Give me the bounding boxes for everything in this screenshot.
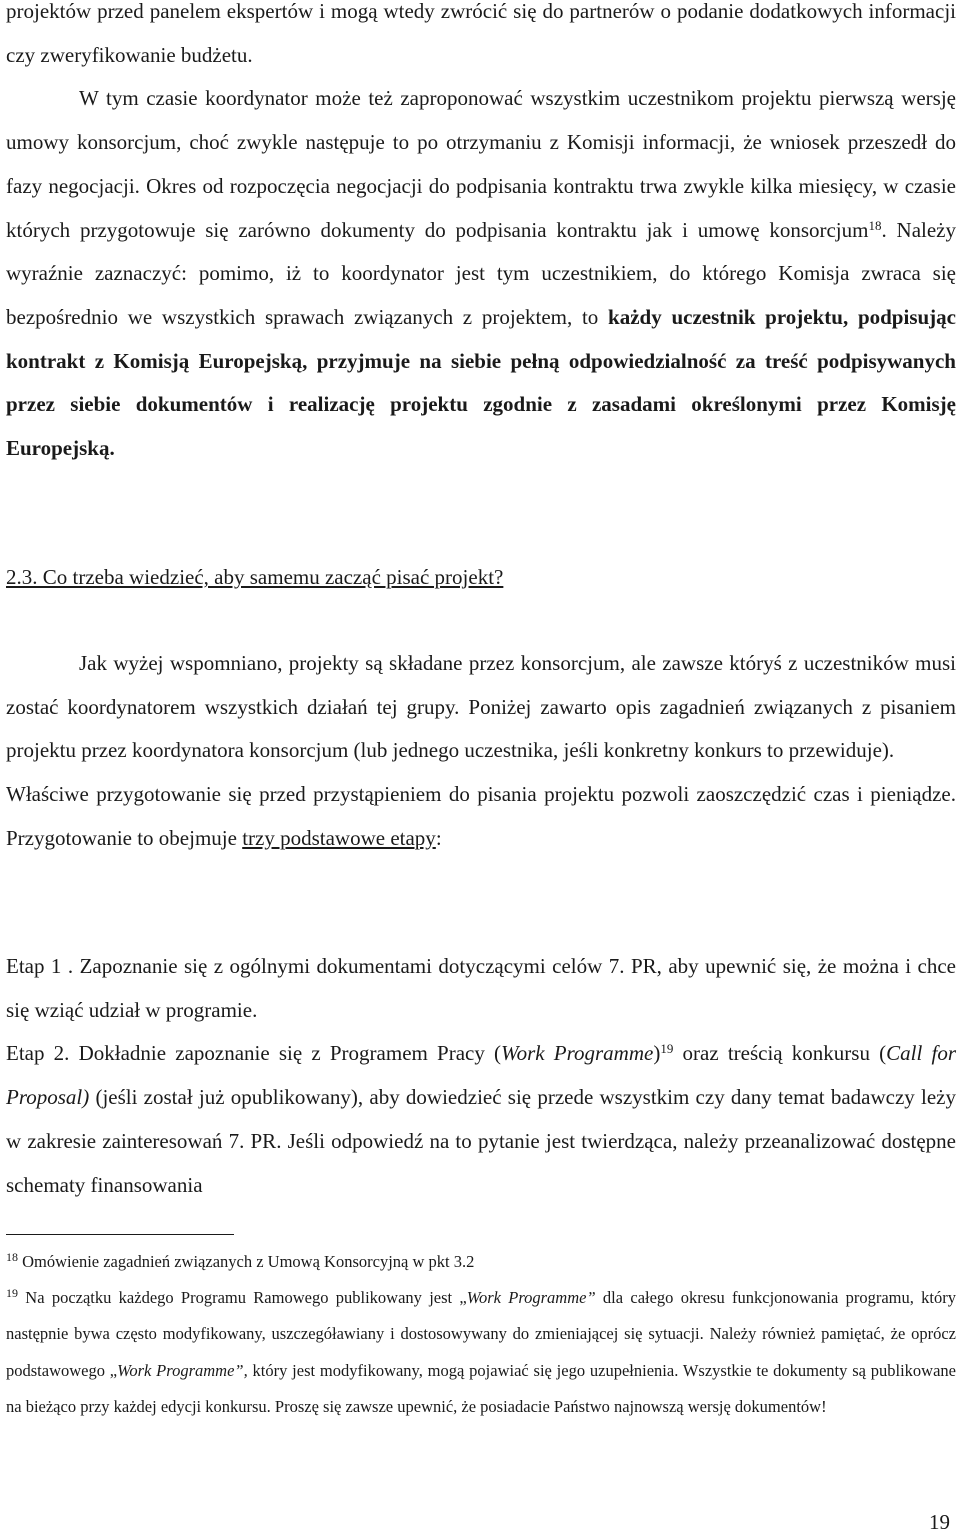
paragraph-text: Etap 1 . Zapoznanie się z ogólnymi dokumentami dotyczącymi celów 7. PR, aby upewnić się, że można i chce się wziąć udział w programie. — [6, 954, 956, 1022]
paragraph-continuation — [6, 0, 956, 77]
italic-term: Work Programme — [501, 1041, 654, 1066]
footnotes — [6, 1244, 956, 1425]
paragraph-intro — [6, 642, 956, 773]
footnote-19 — [6, 1280, 956, 1425]
italic-term: Work Programme” — [466, 1288, 596, 1308]
footnote-text: dla całego okresu funkcjonowania programu, który następnie bywa często modyfikowany, uszczegóławiany i dostosowywany do zmieniającej się sytuacji. Należy również pamiętać, że oprócz podstawowego „ — [6, 1288, 956, 1380]
paragraph-negotiation — [6, 77, 956, 470]
page-number: 19 — [929, 1510, 950, 1534]
paragraph-text: W tym czasie koordynator może też zaproponować wszystkim uczestnikom projektu pierwszą wersję umowy konsorcjum, choć zwykle następuje to po otrzymaniu z Komisji informacji, że wniosek przeszedł do fazy negocjacji. Okres od rozpoczęcia negocjacji do podpisania kontraktu trwa zwykle kilka miesięcy, w czasie których przygotowuje się zarówno dokumenty do podpisania kontraktu jak i umowę konsorcjum — [6, 86, 956, 242]
paragraph-text: oraz treścią konkursu ( — [673, 1041, 887, 1066]
text-block-stages — [6, 945, 956, 1207]
italic-term: Work Programme”, — [117, 1360, 248, 1380]
footnote-number: 19 — [6, 1286, 18, 1301]
paragraph-text: Właściwe przygotowanie się przed przystąpieniem do pisania projektu pozwoli zaoszczędzić czas i pieniądze. Przygotowanie to obejmuje — [6, 782, 956, 850]
text-block-middle — [6, 642, 956, 861]
paragraph-text: ) — [653, 1041, 661, 1066]
paragraph-etap-1 — [6, 945, 956, 1032]
italic-term: Call for Proposal) — [6, 1041, 957, 1110]
footnote-ref-18[interactable]: 18 — [868, 217, 882, 233]
footnote-separator — [6, 1234, 234, 1235]
footnote-18 — [6, 1244, 956, 1280]
underlined-phrase: trzy podstawowe etapy — [242, 825, 436, 850]
section-heading: 2.3. Co trzeba wiedzieć, aby samemu zacząć pisać projekt? — [6, 565, 504, 589]
paragraph-preparation — [6, 773, 956, 860]
paragraph-text: Jak wyżej wspomniano, projekty są składane przez konsorcjum, ale zawsze któryś z uczestników musi zostać koordynatorem wszystkich działań tej grupy. Poniżej zawarto opis zagadnień związanych z pisaniem projektu przez koordynatora konsorcjum (lub jednego uczestnika, jeśli konkretny konkurs to przewiduje). — [6, 651, 956, 763]
paragraph-text: : — [435, 825, 442, 850]
text-block-top — [6, 0, 956, 471]
footnote-text: który jest modyfikowany, mogą pojawiać się jego uzupełnienia. Wszystkie te dokumenty są publikowane na bieżąco przy każdej edycji konkursu. Proszę się zawsze upewnić, że posiadacie Państwo najnowszą wersję dokumentów! — [6, 1360, 956, 1416]
bold-statement: każdy uczestnik projektu, podpisując kontrakt z Komisją Europejską, przyjmuje na siebie pełną odpowiedzialność za treść podpisywanych przez siebie dokumentów i realizację projektu zgodnie z zasadami określonymi przez Komisję Europejską. — [6, 304, 956, 461]
footnote-ref-19[interactable]: 19 — [660, 1041, 674, 1057]
paragraph-text: (jeśli został już opublikowany), aby dowiedzieć się przede wszystkim czy dany temat badawczy leży w zakresie zainteresowań 7. PR. Jeśli odpowiedź na to pytanie jest twierdząca, należy przeanalizować dostępne schematy finansowania — [6, 1085, 956, 1197]
paragraph-text: . Należy wyraźnie zaznaczyć: pomimo, iż to koordynator jest tym uczestnikiem, do którego Komisja zwraca się bezpośrednio we wszystkich sprawach związanych z projektem, to — [6, 217, 956, 329]
document-page — [6, 0, 956, 1537]
paragraph-text: Etap 2. Dokładnie zapoznanie się z Programem Pracy ( — [6, 1041, 502, 1066]
paragraph-etap-2 — [6, 1032, 956, 1207]
footnote-text: Omówienie zagadnień związanych z Umową Konsorcyjną w pkt 3.2 — [18, 1252, 475, 1271]
footnote-text: Na początku każdego Programu Ramowego publikowany jest „ — [18, 1288, 467, 1308]
footnote-number: 18 — [6, 1250, 18, 1264]
paragraph-text: projektów przed panelem ekspertów i mogą wtedy zwrócić się do partnerów o podanie dodatkowych informacji czy zweryfikowanie budżetu. — [6, 0, 956, 67]
